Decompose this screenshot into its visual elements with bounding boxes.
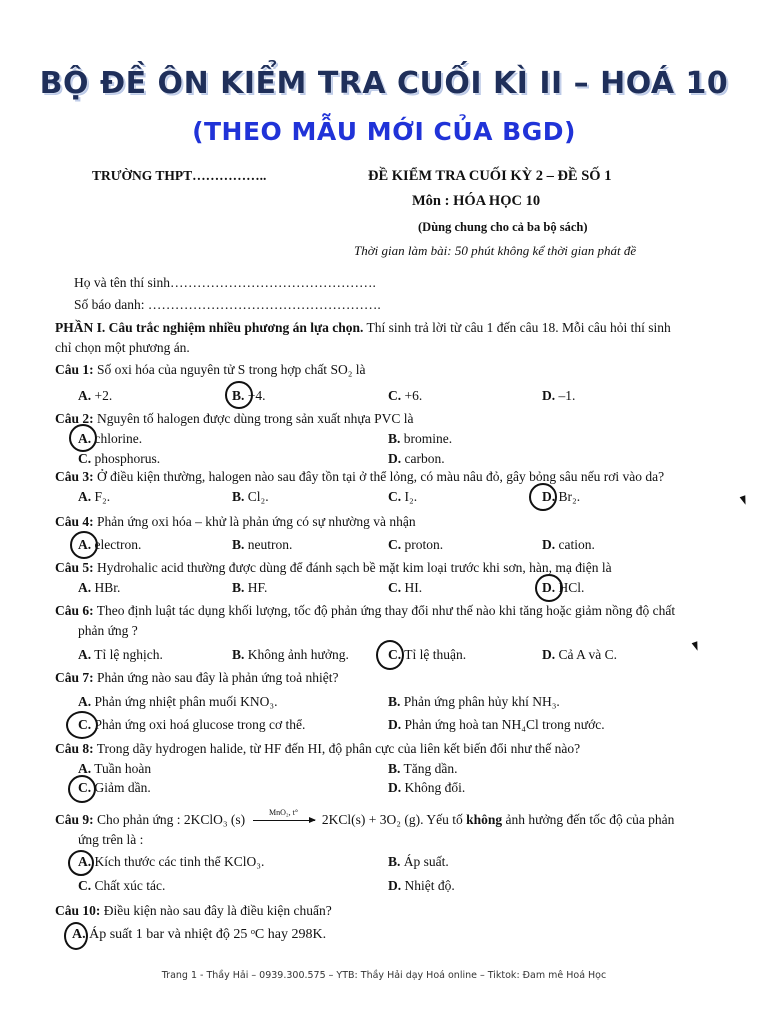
question-7: [55, 670, 338, 686]
question-6-continued: phản ứng ?: [78, 623, 138, 638]
option-3a[interactable]: A. F₂.: [78, 489, 111, 504]
answer-circle-7: [66, 711, 98, 739]
question-text: ảnh hưởng đến tốc độ của phản: [505, 812, 675, 827]
question-text: 2KCl(s) + 3O₂ (g). Yếu tố: [321, 812, 463, 827]
question-text: Trong dãy hydrogen halide, từ HF đến HI, độ phân cực của liên kết biến đổi như thế nào?: [96, 741, 581, 756]
option-2a[interactable]: A. chlorine.: [78, 431, 143, 446]
option-4a[interactable]: A. electron.: [78, 537, 142, 552]
question-label: Câu 7:: [55, 670, 94, 685]
option-8a[interactable]: A. Tuần hoàn: [78, 761, 152, 776]
answer-circle-4: [70, 531, 98, 559]
answer-circle-2: [69, 424, 97, 452]
question-8: [55, 741, 580, 757]
question-1: [55, 362, 366, 378]
part1-line1: [55, 320, 671, 336]
option-7d[interactable]: D. Phản ứng hoà tan NH₄Cl trong nước.: [388, 717, 605, 732]
school-name: TRƯỜNG THPT……………..: [92, 168, 267, 183]
question-text: Ở điều kiện thường, halogen nào sau đây tồn tại ở thể lỏng, có màu nâu đỏ, gây bỏng sâu nếu rơi vào da?: [97, 469, 665, 484]
page-footer: Trang 1 - Thầy Hải – 0939.300.575 – YTB: Thầy Hải dạy Hoá online – Tiktok: Đam mê Hoá Học: [161, 970, 607, 981]
option-1d[interactable]: D. –1.: [542, 388, 576, 403]
option-3b[interactable]: B. Cl₂.: [232, 489, 269, 504]
option-5d[interactable]: D. HCl.: [542, 580, 585, 595]
option-4c[interactable]: C. proton.: [388, 537, 444, 552]
part1-line2: chỉ chọn một phương án.: [55, 340, 190, 355]
sub-title: (THEO MẪU MỚI CỦA BGD): [192, 117, 576, 146]
question-label: Câu 8:: [55, 741, 94, 756]
question-6: [55, 603, 675, 619]
question-label: Câu 2:: [55, 411, 94, 426]
question-label: Câu 4:: [55, 514, 94, 529]
option-2c[interactable]: C. phosphorus.: [78, 451, 161, 466]
question-label: Câu 3:: [55, 469, 94, 484]
option-8b[interactable]: B. Tăng dần.: [388, 761, 458, 776]
reaction-condition: MnO₂, t°: [268, 808, 299, 818]
option-2b[interactable]: B. bromine.: [388, 431, 453, 446]
option-2d[interactable]: D. carbon.: [388, 451, 445, 466]
reaction-arrow: [253, 808, 315, 821]
question-10: [55, 903, 332, 919]
emphasis-word: không: [466, 812, 503, 827]
option-3d[interactable]: D. Br₂.: [542, 489, 581, 504]
question-label: Câu 5:: [55, 560, 94, 575]
option-7a[interactable]: A. Phản ứng nhiệt phân muối KNO₃.: [78, 694, 278, 709]
exam-title: ĐỀ KIỂM TRA CUỐI KỲ 2 – ĐỀ SỐ 1: [368, 168, 612, 184]
main-title: BỘ ĐỀ ÔN KIỂM TRA CUỐI KÌ II – HOÁ 10: [39, 66, 729, 101]
option-4d[interactable]: D. cation.: [542, 537, 595, 552]
option-1b[interactable]: B. +4.: [232, 388, 266, 403]
option-1a[interactable]: A. +2.: [78, 388, 113, 403]
question-4: [55, 514, 416, 530]
answer-circle-9: [68, 850, 94, 876]
option-7c[interactable]: C. Phản ứng oxi hoá glucose trong cơ thể.: [78, 717, 306, 732]
option-10a[interactable]: A. Áp suất 1 bar và nhiệt độ 25 ᵒC hay 298K.: [72, 927, 327, 942]
student-id-line: Số báo danh: …………………………………………….: [74, 297, 381, 312]
answer-circle-3: [529, 483, 557, 511]
student-name-line: Họ và tên thí sinh……………………………………….: [74, 275, 376, 290]
question-text: Điều kiện nào sau đây là điều kiện chuẩn?: [103, 903, 332, 918]
question-5: [55, 560, 612, 576]
answer-circle-10: [64, 922, 88, 950]
option-3c[interactable]: C. I₂.: [388, 489, 418, 504]
part1-heading: PHẦN I. Câu trắc nghiệm nhiều phương án lựa chọn.: [55, 320, 364, 335]
option-5a[interactable]: A. HBr.: [78, 580, 121, 595]
question-label: Câu 9:: [55, 812, 94, 827]
question-3: [55, 469, 664, 485]
question-2: [55, 411, 414, 427]
question-9-continued: ứng trên là :: [78, 832, 144, 847]
question-text: Phản ứng oxi hóa – khử là phản ứng có sự nhường và nhận: [97, 514, 416, 529]
answer-circle-8: [68, 775, 96, 803]
option-9d[interactable]: D. Nhiệt độ.: [388, 878, 455, 893]
pen-mark: [692, 641, 701, 652]
question-text: Theo định luật tác dụng khối lượng, tốc độ phản ứng thay đổi như thế nào khi tăng hoặc giảm nồng độ chất: [96, 603, 676, 618]
option-6b[interactable]: B. Không ảnh hưởng.: [232, 647, 349, 662]
option-8c[interactable]: C. Giảm dần.: [78, 780, 151, 795]
subject-name: Môn : HÓA HỌC 10: [412, 193, 541, 209]
question-label: Câu 1:: [55, 362, 94, 377]
question-text: Nguyên tố halogen được dùng trong sản xuất nhựa PVC là: [97, 411, 414, 426]
question-text: Cho phản ứng : 2KClO₃ (s): [97, 812, 246, 827]
option-1c[interactable]: C. +6.: [388, 388, 423, 403]
option-9b[interactable]: B. Áp suất.: [388, 854, 449, 869]
option-6d[interactable]: D. Cả A và C.: [542, 647, 618, 662]
books-note: (Dùng chung cho cả ba bộ sách): [418, 220, 588, 234]
option-9c[interactable]: C. Chất xúc tác.: [78, 878, 166, 893]
question-text: Hydrohalic acid thường được dùng để đánh sạch bề mặt kim loại trước khi sơn, hàn, mạ điện là: [97, 560, 612, 575]
question-label: Câu 6:: [55, 603, 94, 618]
question-label: Câu 10:: [55, 903, 101, 918]
option-5b[interactable]: B. HF.: [232, 580, 268, 595]
question-text: Số oxi hóa của nguyên tử S trong hợp chất SO₂ là: [97, 362, 366, 377]
option-8d[interactable]: D. Không đổi.: [388, 780, 466, 795]
option-4b[interactable]: B. neutron.: [232, 537, 293, 552]
option-7b[interactable]: B. Phản ứng phân hủy khí NH₃.: [388, 694, 560, 709]
time-note: Thời gian làm bài: 50 phút không kể thời gian phát đề: [354, 243, 637, 258]
option-6c[interactable]: C. Tỉ lệ thuận.: [388, 647, 467, 662]
pen-mark: [740, 495, 749, 506]
question-text: Phản ứng nào sau đây là phản ứng toả nhiệt?: [97, 670, 339, 685]
part1-instruction: Thí sinh trả lời từ câu 1 đến câu 18. Mỗi câu hỏi thí sinh: [366, 320, 671, 335]
answer-circle-5: [535, 574, 563, 602]
option-6a[interactable]: A. Tỉ lệ nghịch.: [78, 647, 163, 662]
question-9: [55, 808, 675, 828]
answer-circle-1: [225, 381, 253, 409]
answer-circle-6: [376, 640, 404, 670]
option-9a[interactable]: A. Kích thước các tinh thể KClO₃.: [78, 854, 265, 869]
option-5c[interactable]: C. HI.: [388, 580, 423, 595]
